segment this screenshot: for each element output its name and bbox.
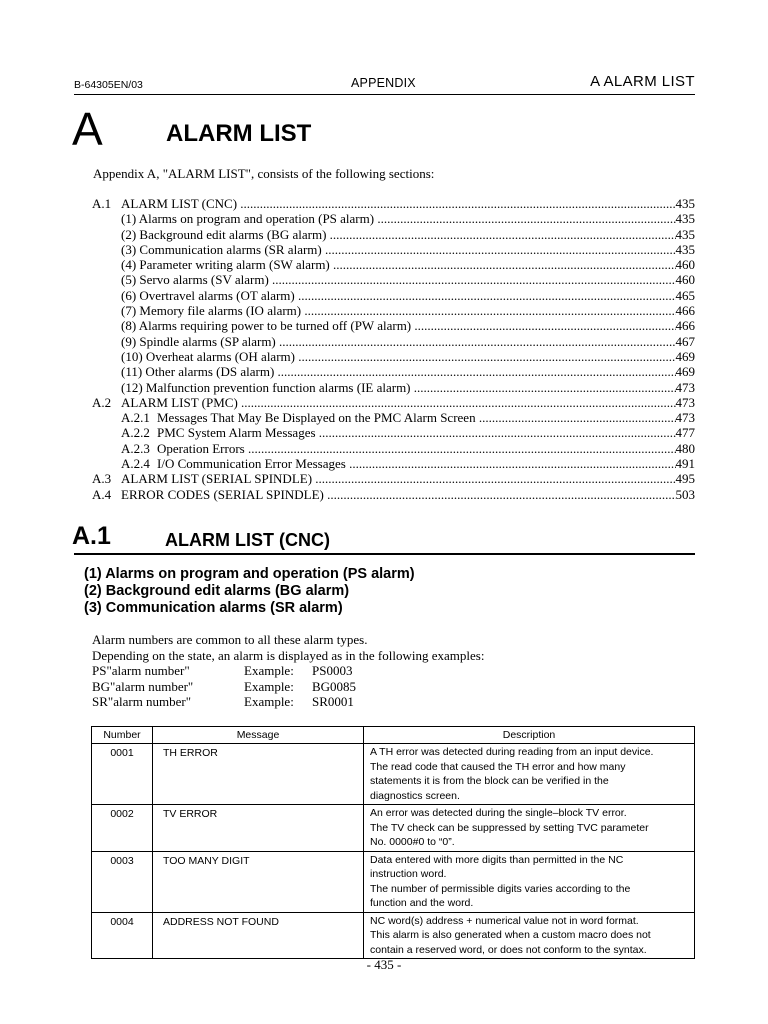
toc-entry-title	[121, 334, 676, 349]
toc-entry-title	[92, 196, 676, 211]
appendix-title: ALARM LIST	[166, 120, 312, 147]
alarm-message: TH ERROR	[153, 744, 364, 805]
toc-entry-title	[121, 272, 676, 287]
toc-entry-text: Messages That May Be Displayed on the PMC Alarm Screen	[157, 410, 476, 426]
description-line: No. 0000#0 to “0”.	[370, 836, 455, 848]
example-format: SR"alarm number"	[92, 694, 192, 709]
description-line: A TH error was detected during reading from an input device.	[370, 746, 654, 758]
appendix-intro: Appendix A, "ALARM LIST", consists of the following sections:	[93, 166, 435, 181]
toc-entry-page: 435	[675, 226, 695, 242]
alarm-number-explanation	[92, 632, 484, 710]
subheadings	[84, 566, 415, 617]
subheading-ps: (1) Alarms on program and operation (PS alarm)	[84, 566, 415, 582]
toc-entry-page: 477	[675, 425, 695, 441]
toc-entry-title	[121, 456, 676, 471]
section-number: A.1	[72, 522, 111, 550]
example-label: Example:	[244, 678, 294, 694]
alarm-message: TOO MANY DIGIT	[153, 851, 364, 912]
alarm-number: 0001	[92, 744, 153, 805]
toc-entry-page: 460	[675, 257, 695, 273]
toc-entry-text: ALARM LIST (PMC)	[121, 394, 238, 410]
example-label: Example:	[244, 694, 294, 709]
example-format: BG"alarm number"	[92, 678, 194, 694]
toc-entry-page: 491	[675, 456, 695, 472]
description-line: contain a reserved word, or does not conform to the syntax.	[370, 943, 647, 956]
toc-entry-title	[121, 227, 676, 242]
toc-entry-page: 460	[675, 272, 695, 288]
toc-entry-title	[92, 471, 676, 486]
alarm-description	[364, 851, 695, 912]
toc-entry-text: ERROR CODES (SERIAL SPINDLE)	[121, 486, 324, 502]
description-line: This alarm is also generated when a custom macro does not	[370, 929, 651, 941]
paragraph-state: Depending on the state, an alarm is displayed as in the following examples:	[92, 647, 485, 663]
toc-entry-text: (11) Other alarms (DS alarm)	[121, 364, 275, 380]
alarm-number: 0003	[92, 851, 153, 912]
description-line: instruction word.	[370, 868, 447, 880]
toc-entry-page: 503	[675, 486, 695, 502]
toc-entry-page: 473	[675, 379, 695, 395]
toc-entry-title	[121, 211, 676, 226]
toc-entry-title	[121, 288, 676, 303]
table-header-row	[92, 727, 695, 744]
toc-entry	[92, 380, 695, 395]
description-line: NC word(s) address + numerical value not in word format.	[370, 914, 639, 927]
description-line: statements it is from the block can be verified in the	[370, 775, 609, 787]
toc-entry-title	[121, 441, 676, 456]
toc-entry-text: (5) Servo alarms (SV alarm)	[121, 272, 269, 288]
toc-entry-title	[92, 487, 676, 502]
toc-entry	[92, 487, 695, 502]
toc-entry-page: 469	[675, 364, 695, 380]
column-header-description: Description	[364, 727, 695, 744]
toc-entry-title	[121, 380, 676, 395]
toc-entry-page: 469	[675, 348, 695, 364]
doc-code: B-64305EN/03	[74, 79, 143, 91]
table-of-contents	[92, 196, 695, 502]
toc-entry-text: Operation Errors	[157, 440, 245, 456]
toc-entry-title	[121, 349, 676, 364]
toc-entry-text: (4) Parameter writing alarm (SW alarm)	[121, 257, 330, 273]
toc-entry	[92, 242, 695, 257]
header-rule	[74, 94, 695, 95]
toc-entry-page: 435	[675, 196, 695, 211]
example-value: SR0001	[312, 694, 354, 709]
toc-entry-page: 465	[675, 287, 695, 303]
toc-entry	[92, 471, 695, 486]
paragraph-common: Alarm numbers are common to all these alarm types.	[92, 632, 368, 647]
alarm-table-body	[92, 744, 695, 959]
toc-entry-page: 495	[675, 471, 695, 487]
toc-entry	[92, 395, 695, 410]
column-header-message: Message	[153, 727, 364, 744]
toc-entry-title	[121, 410, 676, 425]
toc-entry	[92, 227, 695, 242]
toc-entry	[92, 334, 695, 349]
toc-entry-title	[121, 257, 676, 272]
toc-entry	[92, 257, 695, 272]
toc-entry-page: 473	[675, 394, 695, 410]
toc-entry-text: ALARM LIST (CNC)	[121, 196, 238, 211]
toc-entry-title	[121, 303, 676, 318]
toc-entry	[92, 410, 695, 425]
table-row	[92, 851, 695, 912]
toc-entry-number: A.2.4	[121, 456, 150, 472]
toc-entry-title	[92, 395, 676, 410]
alarm-message: ADDRESS NOT FOUND	[153, 912, 364, 959]
example-row	[92, 694, 484, 710]
example-row	[92, 679, 484, 695]
toc-entry-title	[121, 242, 676, 257]
toc-entry-text: (8) Alarms requiring power to be turned off (PW alarm)	[121, 318, 412, 334]
toc-entry-number: A.2	[92, 394, 112, 410]
toc-entry-page: 435	[675, 211, 695, 227]
header-chapter-title: A ALARM LIST	[590, 73, 695, 90]
example-format: PS"alarm number"	[92, 663, 190, 678]
alarm-description	[364, 744, 695, 805]
description-line: The number of permissible digits varies according to the	[370, 882, 631, 895]
toc-entry	[92, 272, 695, 287]
toc-entry-text: (12) Malfunction prevention function alarms (IE alarm)	[121, 379, 411, 395]
toc-entry-page: 435	[675, 241, 695, 257]
toc-entry-page: 467	[675, 333, 695, 349]
description-line: diagnostics screen.	[370, 789, 460, 802]
toc-entry	[92, 288, 695, 303]
toc-entry-number: A.2.1	[121, 410, 150, 426]
table-row	[92, 744, 695, 805]
subheading-bg: (2) Background edit alarms (BG alarm)	[84, 583, 350, 599]
appendix-letter: A	[72, 103, 103, 155]
toc-entry-title	[121, 425, 676, 440]
example-value: PS0003	[312, 663, 353, 678]
alarm-table	[91, 726, 695, 959]
toc-entry-text: (1) Alarms on program and operation (PS alarm)	[121, 211, 375, 227]
section-rule	[74, 553, 695, 555]
toc-entry-text: (3) Communication alarms (SR alarm)	[121, 241, 322, 257]
toc-entry-text: ALARM LIST (SERIAL SPINDLE)	[121, 471, 313, 487]
description-line: The read code that caused the TH error and how many	[370, 760, 626, 773]
toc-entry-number: A.2.3	[121, 440, 150, 456]
toc-entry-page: 480	[675, 440, 695, 456]
section-title: ALARM LIST (CNC)	[165, 530, 330, 550]
toc-entry	[92, 456, 695, 471]
toc-entry	[92, 303, 695, 318]
toc-entry-page: 473	[675, 410, 695, 426]
toc-entry	[92, 425, 695, 440]
alarm-message: TV ERROR	[153, 805, 364, 852]
alarm-number: 0004	[92, 912, 153, 959]
toc-entry	[92, 318, 695, 333]
toc-entry-title	[121, 318, 676, 333]
description-line: Data entered with more digits than permitted in the NC	[370, 853, 624, 866]
toc-entry-text: (6) Overtravel alarms (OT alarm)	[121, 287, 295, 303]
toc-entry-number: A.1	[92, 196, 112, 211]
alarm-description	[364, 805, 695, 852]
toc-entry	[92, 211, 695, 226]
description-line: function and the word.	[370, 897, 474, 909]
header-section-name: APPENDIX	[351, 76, 416, 90]
toc-entry-text: (7) Memory file alarms (IO alarm)	[121, 303, 302, 319]
table-row	[92, 912, 695, 959]
toc-entry	[92, 349, 695, 364]
table-row	[92, 805, 695, 852]
toc-entry	[92, 441, 695, 456]
page-number: - 435 -	[366, 957, 402, 972]
column-header-number: Number	[92, 727, 153, 744]
toc-entry-number: A.4	[92, 486, 112, 502]
toc-entry-title	[121, 364, 676, 379]
toc-entry-text: I/O Communication Error Messages	[157, 456, 346, 472]
description-line: An error was detected during the single–block TV error.	[370, 807, 627, 819]
toc-entry-text: (10) Overheat alarms (OH alarm)	[121, 348, 295, 364]
description-line: The TV check can be suppressed by setting TVC parameter	[370, 821, 649, 834]
example-label: Example:	[244, 663, 294, 678]
toc-entry-page: 466	[675, 318, 695, 334]
example-value: BG0085	[312, 678, 357, 694]
toc-entry	[92, 364, 695, 379]
alarm-number: 0002	[92, 805, 153, 852]
alarm-description	[364, 912, 695, 959]
example-row	[92, 663, 484, 679]
toc-entry-text: PMC System Alarm Messages	[157, 425, 316, 441]
subheading-sr: (3) Communication alarms (SR alarm)	[84, 600, 343, 616]
toc-entry	[92, 196, 695, 211]
toc-entry-number: A.2.2	[121, 425, 150, 441]
toc-entry-text: (9) Spindle alarms (SP alarm)	[121, 333, 276, 349]
toc-entry-page: 466	[675, 303, 695, 319]
toc-entry-text: (2) Background edit alarms (BG alarm)	[121, 226, 327, 242]
toc-entry-number: A.3	[92, 471, 112, 487]
